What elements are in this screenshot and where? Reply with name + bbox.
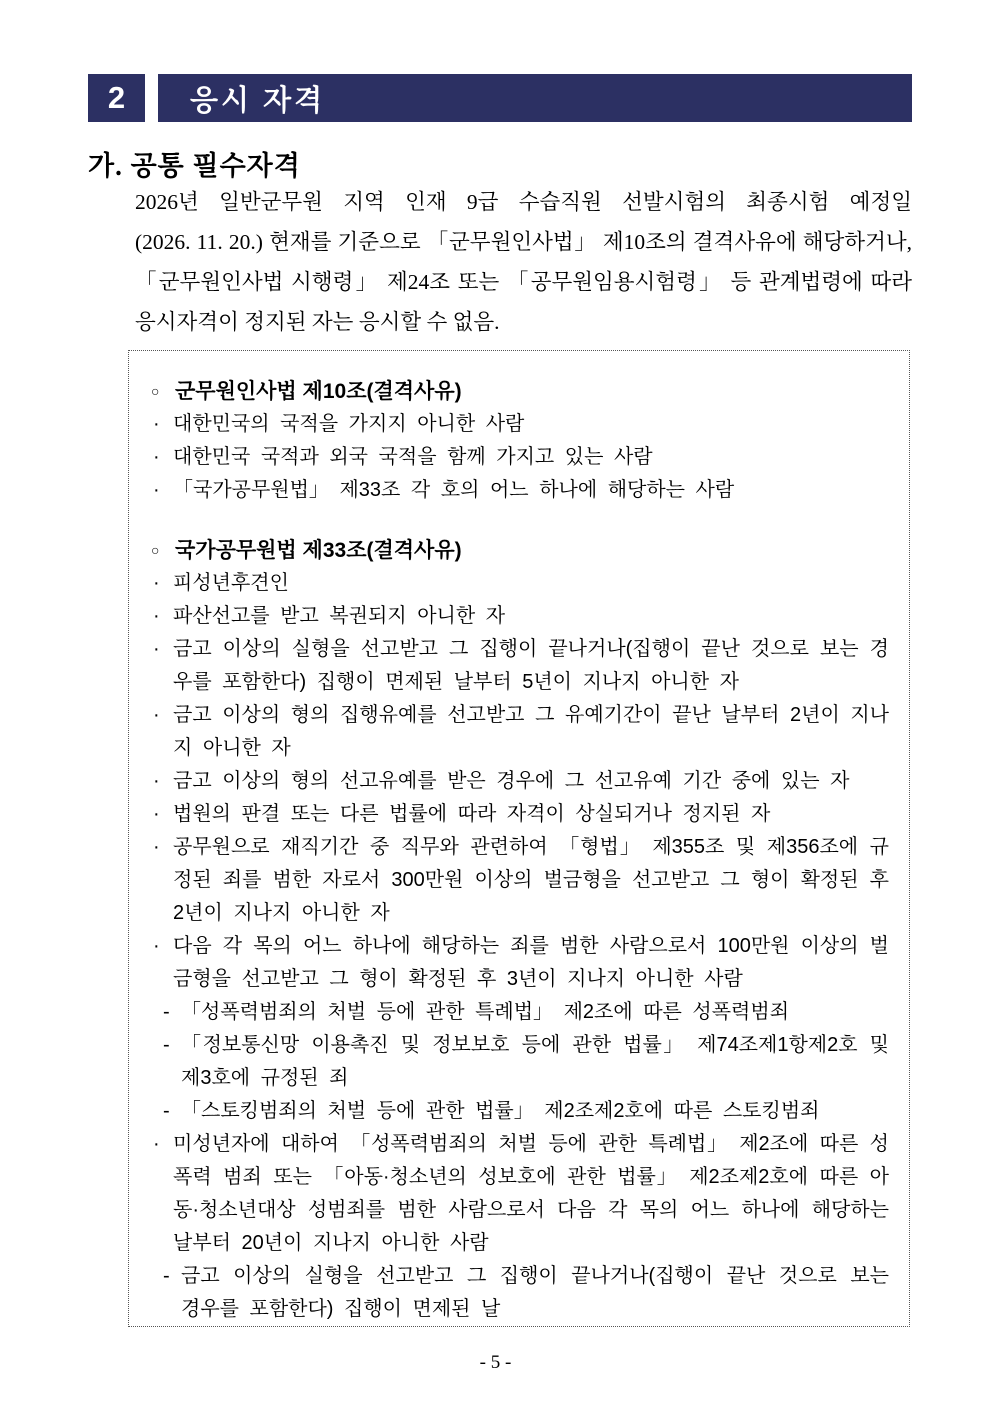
list-item <box>153 633 889 699</box>
dot-bullet-icon: · <box>153 446 160 468</box>
intro-paragraph <box>135 182 912 342</box>
eligibility-box <box>128 350 910 1327</box>
law-heading-text: 군무원인사법 제10조(결격사유) <box>175 380 462 403</box>
list-item-text: 「정보통신망 이용촉진 및 정보보호 등에 관한 법률」 제74조제1항제2호 및 제3호에 규정된 죄 <box>181 1034 889 1089</box>
dot-bullet-icon: · <box>153 836 160 858</box>
list-item-text: 미성년자에 대하여 「성폭력범죄의 처벌 등에 관한 특례법」 제2조에 따른 성폭력 범죄 또는 「아동·청소년의 성보호에 관한 법률」 제2조제2호에 따른 아동·청소년대상 성범죄를 범한 사람으로서 다음 각 목의 어느 하나에 해당하는 날부터 20년이 지나지 아니한 사람 <box>173 1133 889 1254</box>
intro-line: (2026. 11. 20.) 현재를 기준으로 「군무원인사법」 제10조의 결격사유에 해당하거나, <box>135 230 912 254</box>
list-subitem <box>163 996 889 1029</box>
list-item-text: 대한민국의 국적을 가지지 아니한 사람 <box>173 413 525 435</box>
list-item-text: 「스토킹범죄의 처벌 등에 관한 법률」 제2조제2호에 따른 스토킹범죄 <box>181 1100 820 1122</box>
list-item-text: 금고 이상의 실형을 선고받고 그 집행이 끝나거나(집행이 끝난 것으로 보는 경우를 포함한다) 집행이 면제된 날 <box>181 1265 889 1320</box>
section-header <box>88 74 912 122</box>
list-item-text: 대한민국 국적과 외국 국적을 함께 가지고 있는 사람 <box>173 446 653 468</box>
list-subitem <box>163 1095 889 1128</box>
section-title: 응시 자격 <box>190 84 326 117</box>
list-item-text: 법원의 판결 또는 다른 법률에 따라 자격이 상실되거나 정지된 자 <box>173 803 771 825</box>
dot-bullet-icon: · <box>153 572 160 594</box>
dot-bullet-icon: · <box>153 638 160 660</box>
dot-bullet-icon: · <box>153 935 160 957</box>
law-section-gukga <box>151 534 889 1326</box>
list-item-text: 파산선고를 받고 복권되지 아니한 자 <box>173 605 506 627</box>
list-item-text: 금고 이상의 형의 집행유예를 선고받고 그 유예기간이 끝난 날부터 2년이 지나지 아니한 자 <box>173 704 889 759</box>
list-item-text: 금고 이상의 실형을 선고받고 그 집행이 끝나거나(집행이 끝난 것으로 보는 경우를 포함한다) 집행이 면제된 날부터 5년이 지나지 아니한 자 <box>173 638 889 693</box>
intro-line: 응시자격이 정지된 자는 응시할 수 없음. <box>135 310 500 334</box>
list-item <box>153 408 889 441</box>
circle-bullet-icon: ○ <box>151 383 160 399</box>
dash-bullet-icon: - <box>163 1034 170 1056</box>
dash-bullet-icon: - <box>163 1001 170 1023</box>
dot-bullet-icon: · <box>153 1133 160 1155</box>
list-item <box>153 699 889 765</box>
intro-line: 2026년 일반군무원 지역 인재 9급 수습직원 선발시험의 최종시험 예정일 <box>135 190 912 214</box>
list-item <box>153 441 889 474</box>
list-item <box>153 765 889 798</box>
dot-bullet-icon: · <box>153 413 160 435</box>
list-item-text: 「국가공무원법」 제33조 각 호의 어느 하나에 해당하는 사람 <box>173 479 735 501</box>
law-section-gunmuwon <box>151 375 889 507</box>
list-subitem <box>163 1029 889 1095</box>
list-item-text: 다음 각 목의 어느 하나에 해당하는 죄를 범한 사람으로서 100만원 이상의 벌금형을 선고받고 그 형이 확정된 후 3년이 지나지 아니한 사람 <box>173 935 889 990</box>
section-number: 2 <box>107 80 126 115</box>
dot-bullet-icon: · <box>153 704 160 726</box>
list-item <box>153 798 889 831</box>
section-title-bar <box>158 74 912 122</box>
list-item <box>153 1128 889 1260</box>
list-item-text: 「성폭력범죄의 처벌 등에 관한 특례법」 제2조에 따른 성폭력범죄 <box>181 1001 790 1023</box>
dot-bullet-icon: · <box>153 803 160 825</box>
law-heading-text: 국가공무원법 제33조(결격사유) <box>175 539 462 562</box>
dot-bullet-icon: · <box>153 770 160 792</box>
law-section-heading <box>151 375 889 408</box>
dash-bullet-icon: - <box>163 1265 170 1287</box>
list-item <box>153 930 889 996</box>
law-section-heading <box>151 534 889 567</box>
dot-bullet-icon: · <box>153 479 160 501</box>
list-item <box>153 567 889 600</box>
dot-bullet-icon: · <box>153 605 160 627</box>
dash-bullet-icon: - <box>163 1100 170 1122</box>
list-item <box>153 831 889 930</box>
list-subitem <box>163 1260 889 1326</box>
page-number: - 5 - <box>479 1352 512 1373</box>
subsection-heading: 가. 공통 필수자격 <box>88 151 301 181</box>
section-number-box <box>88 74 145 122</box>
circle-bullet-icon: ○ <box>151 542 160 558</box>
list-item-text: 금고 이상의 형의 선고유예를 받은 경우에 그 선고유예 기간 중에 있는 자 <box>173 770 850 792</box>
list-item <box>153 600 889 633</box>
list-item-text: 피성년후견인 <box>173 572 289 594</box>
intro-line: 「군무원인사법 시행령」 제24조 또는 「공무원임용시험령」 등 관계법령에 따라 <box>135 270 912 294</box>
list-item <box>153 474 889 507</box>
list-item-text: 공무원으로 재직기간 중 직무와 관련하여 「형법」 제355조 및 제356조에 규정된 죄를 범한 자로서 300만원 이상의 벌금형을 선고받고 그 형이 확정된 후 2년이 지나지 아니한 자 <box>173 836 889 924</box>
